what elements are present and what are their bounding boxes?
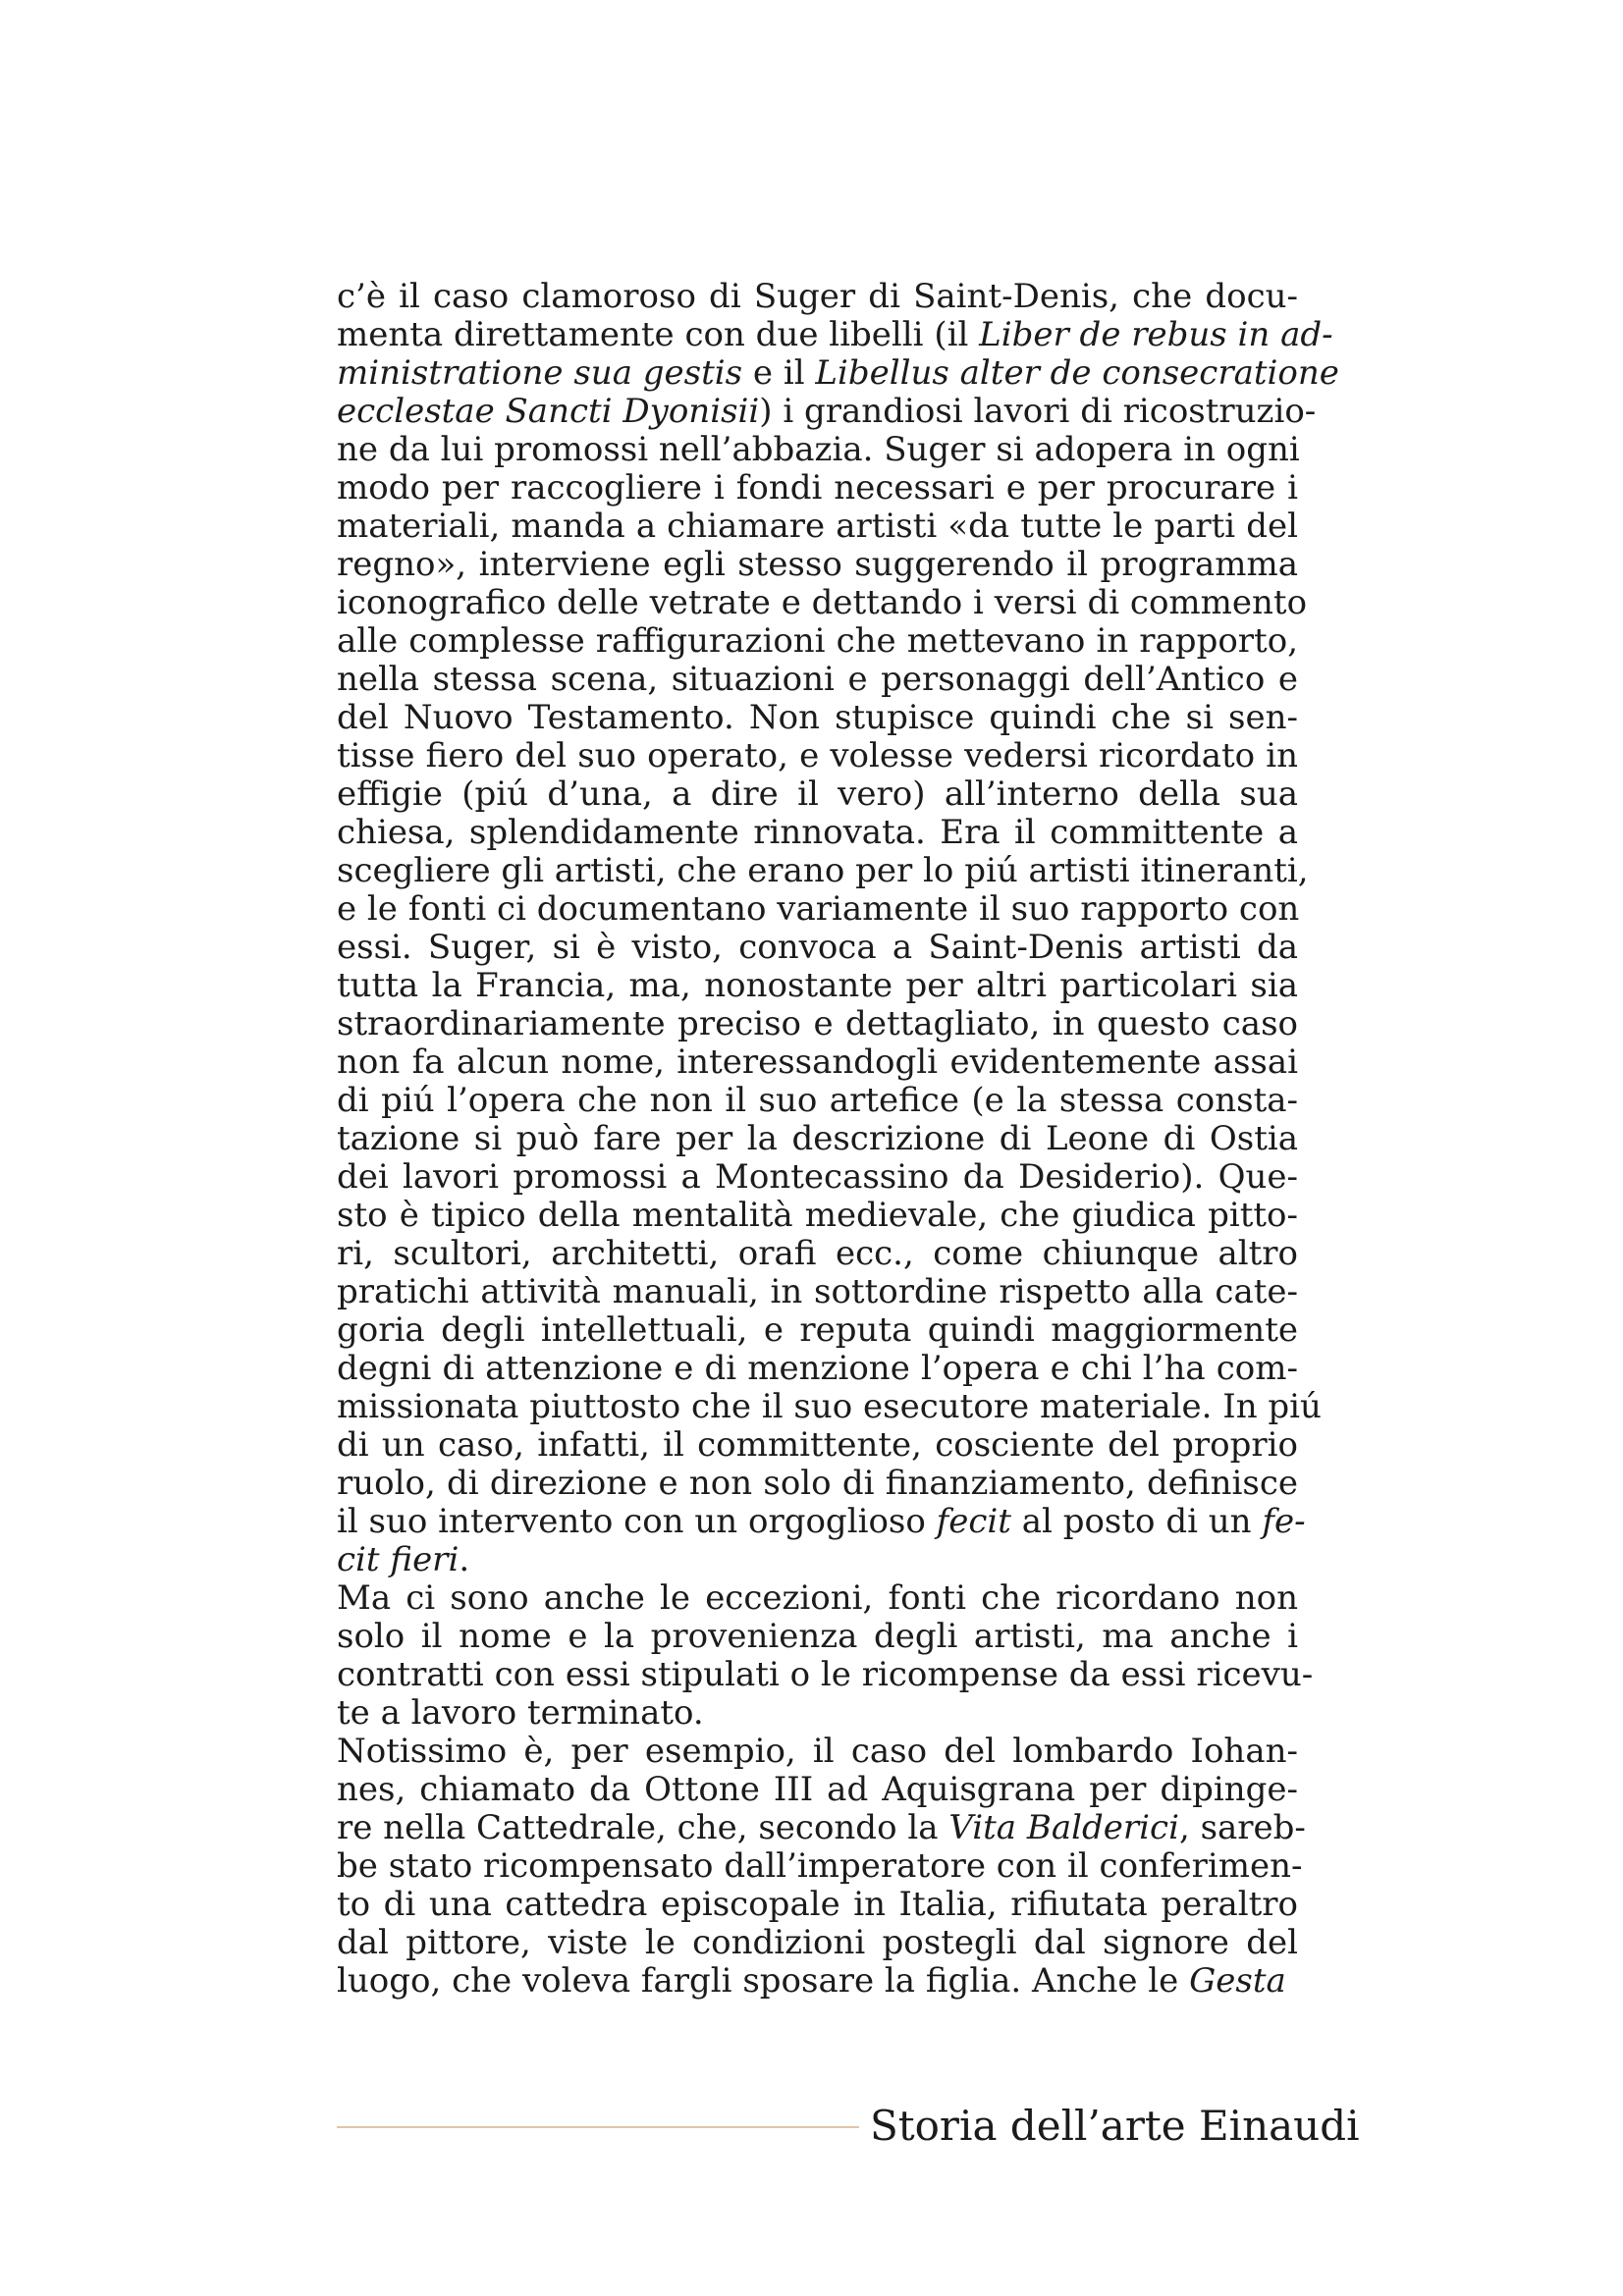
- text-line: [337, 353, 1339, 393]
- text-line: [337, 851, 1309, 890]
- italic-text: ecclestae Sancti Dyonisii: [337, 392, 760, 431]
- text-line: [337, 1465, 1298, 1503]
- text-line: [337, 1082, 1298, 1120]
- text-run: iconografico delle vetrate e dettando i versi di commento: [337, 583, 1308, 622]
- text-run: regno», interviene egli stesso suggerendo il programma: [337, 545, 1298, 584]
- text-run: modo per raccogliere i fondi necessari e per procurare i: [337, 468, 1298, 507]
- italic-text: cit fieri: [337, 1540, 460, 1579]
- text-run: Ma ci sono anche le eccezioni, fonti che ricordano non: [337, 1578, 1298, 1618]
- text-run: del Nuovo Testamento. Non stupisce quindi che si sen-: [337, 698, 1298, 737]
- text-line: [337, 1197, 1298, 1235]
- text-line: [337, 1579, 1298, 1618]
- text-run: ruolo, di direzione e non solo di finanziamento, definisce: [337, 1464, 1298, 1503]
- text-line: [337, 546, 1298, 584]
- text-run: missionata piuttosto che il suo esecutore materiale. In piú: [337, 1387, 1322, 1426]
- text-run: dal pittore, viste le condizioni postegli dal signore del: [337, 1923, 1298, 1962]
- paragraph: [337, 1732, 1306, 2001]
- text-run: degni di attenzione e di menzione l’opera e chi l’ha com-: [337, 1349, 1298, 1388]
- body-text: [337, 277, 1339, 2001]
- text-run: il suo intervento con un orgoglioso: [337, 1502, 937, 1541]
- italic-text: fe-: [1262, 1502, 1306, 1541]
- text-line: [337, 1655, 1314, 1694]
- text-line: [337, 1273, 1298, 1311]
- text-run: luogo, che voleva fargli sposare la figlia. Anche le: [337, 1961, 1190, 2001]
- text-line: [337, 622, 1298, 661]
- italic-text: Vita Balderici: [948, 1808, 1179, 1847]
- text-run: di un caso, infatti, il committente, cosciente del proprio: [337, 1425, 1298, 1465]
- footer-title: Storia dell’arte Einaudi: [870, 2102, 1360, 2150]
- text-run: dei lavori promossi a Montecassino da Desiderio). Que-: [337, 1157, 1298, 1197]
- paragraph: [337, 277, 1339, 1579]
- text-run: essi. Suger, si è visto, convoca a Saint-Denis artisti da: [337, 928, 1298, 967]
- text-run: Notissimo è, per esempio, il caso del lombardo Iohan-: [337, 1732, 1298, 1771]
- text-run: , sareb-: [1178, 1808, 1306, 1847]
- text-run: effigie (piú d’una, a dire il vero) all’interno della sua: [337, 774, 1298, 814]
- text-run: di piú l’opera che non il suo artefice (e la stessa consta-: [337, 1081, 1298, 1120]
- text-run: nella stessa scena, situazioni e personaggi dell’Antico e: [337, 660, 1298, 699]
- text-run: sto è tipico della mentalità medievale, che giudica pitto-: [337, 1196, 1298, 1235]
- text-line: [337, 583, 1308, 622]
- footer-rule: [337, 2126, 859, 2128]
- text-line: [337, 1771, 1298, 1809]
- text-run: e il: [742, 353, 816, 393]
- text-line: [337, 392, 1317, 431]
- text-line: [337, 737, 1298, 775]
- text-line: [337, 1924, 1298, 1962]
- italic-text: ministratione sua gestis: [337, 353, 743, 393]
- text-run: non fa alcun nome, interessandogli evidentemente assai: [337, 1042, 1298, 1082]
- text-line: [337, 1426, 1298, 1465]
- text-line: [337, 507, 1298, 546]
- text-line: [337, 315, 1333, 354]
- text-run: ri, scultori, architetti, orafi ecc., come chiunque altro: [337, 1234, 1298, 1273]
- text-run: scegliere gli artisti, che erano per lo piú artisti itineranti,: [337, 851, 1309, 890]
- text-run: al posto di un: [1010, 1502, 1263, 1541]
- text-line: [337, 1541, 1298, 1579]
- italic-text: Gesta: [1189, 1961, 1286, 2001]
- text-run: contratti con essi stipulati o le ricompense da essi ricevu-: [337, 1655, 1314, 1694]
- text-run: goria degli intellettuali, e reputa quindi maggiormente: [337, 1310, 1298, 1350]
- italic-text: fecit: [936, 1502, 1011, 1541]
- text-line: [337, 431, 1298, 469]
- text-line: [337, 967, 1298, 1005]
- text-line: [337, 775, 1298, 814]
- text-run: menta direttamente con due libelli (il: [337, 315, 980, 354]
- text-line: [337, 1808, 1306, 1847]
- text-run: solo il nome e la provenienza degli artisti, ma anche i: [337, 1617, 1298, 1656]
- text-line: [337, 661, 1298, 699]
- text-run: to di una cattedra episcopale in Italia, rifiutata peraltro: [337, 1885, 1298, 1924]
- italic-text: Libellus alter de consecratione: [815, 353, 1339, 393]
- text-run: straordinariamente preciso e dettagliato, in questo caso: [337, 1004, 1298, 1043]
- text-run: re nella Cattedrale, che, secondo la: [337, 1808, 949, 1847]
- text-run: ne da lui promossi nell’abbazia. Suger si adopera in ogni: [337, 430, 1300, 469]
- text-line: [337, 1694, 1298, 1733]
- text-run: materiali, manda a chiamare artisti «da tutte le parti del: [337, 507, 1298, 546]
- text-run: tisse fiero del suo operato, e volesse vedersi ricordato in: [337, 736, 1298, 775]
- text-run: tazione si può fare per la descrizione di Leone di Ostia: [337, 1119, 1298, 1158]
- text-line: [337, 929, 1298, 967]
- text-line: [337, 1235, 1298, 1273]
- text-line: [337, 1733, 1298, 1771]
- text-line: [337, 1043, 1298, 1082]
- paragraph: [337, 1578, 1314, 1733]
- text-line: [337, 1846, 1303, 1886]
- text-run: chiesa, splendidamente rinnovata. Era il committente a: [337, 813, 1298, 852]
- text-run: .: [459, 1540, 470, 1579]
- text-run: te a lavoro terminato.: [337, 1693, 704, 1733]
- text-line: [337, 1618, 1298, 1656]
- text-line: [337, 1311, 1298, 1350]
- text-run: c’è il caso clamoroso di Suger di Saint-Denis, che docu-: [337, 277, 1298, 316]
- text-run: e le fonti ci documentano variamente il suo rapporto con: [337, 889, 1300, 929]
- text-run: ) i grandiosi lavori di ricostruzio-: [759, 392, 1317, 431]
- text-run: tutta la Francia, ma, nonostante per altri particolari sia: [337, 966, 1298, 1005]
- text-line: [337, 699, 1298, 737]
- text-line: [337, 1350, 1298, 1388]
- text-line: [337, 1962, 1298, 2001]
- text-line: [337, 1886, 1298, 1924]
- text-line: [337, 1387, 1322, 1426]
- text-line: [337, 1120, 1298, 1158]
- text-line: [337, 1005, 1298, 1043]
- text-run: nes, chiamato da Ottone III ad Aquisgrana per dipinge-: [337, 1770, 1298, 1809]
- text-line: [337, 278, 1298, 316]
- text-line: [337, 814, 1298, 852]
- italic-text: Liber de rebus in ad-: [979, 315, 1333, 354]
- text-line: [337, 1158, 1298, 1197]
- text-line: [337, 469, 1298, 507]
- text-run: alle complesse raffigurazioni che mettevano in rapporto,: [337, 621, 1298, 661]
- text-line: [337, 890, 1298, 929]
- text-line: [337, 1502, 1306, 1541]
- text-run: pratichi attività manuali, in sottordine rispetto alla cate-: [337, 1272, 1298, 1311]
- text-run: be stato ricompensato dall’imperatore con il conferimen-: [337, 1846, 1303, 1886]
